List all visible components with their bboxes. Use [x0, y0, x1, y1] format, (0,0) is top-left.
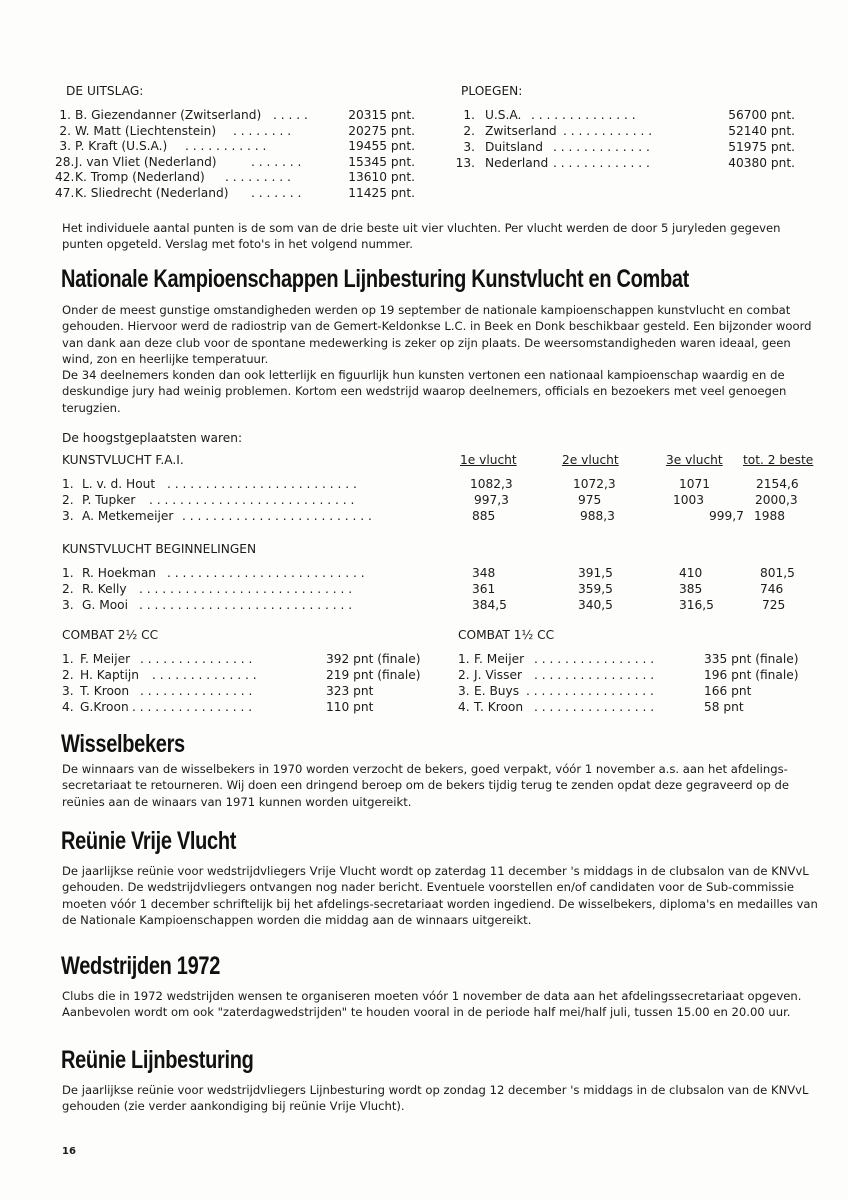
vlucht-2: 359,5: [578, 582, 613, 596]
list-item: [55, 185, 425, 201]
table-row: [62, 581, 822, 597]
vlucht-3: 385: [679, 582, 703, 596]
leader-dots: . . . . . . . . . . . . . . .: [140, 684, 253, 698]
table-row: [62, 476, 822, 492]
rank: 3.: [458, 684, 470, 698]
leader-dots: . . . . . . . . . . . . . . . . . . . . . . . . . .: [167, 566, 365, 580]
rank: 1.: [463, 108, 475, 122]
table-row: [62, 492, 822, 508]
name: G.Kroon: [80, 700, 129, 714]
score: 110 pnt: [326, 700, 374, 714]
list-item: [62, 667, 432, 683]
name: P. Tupker: [82, 493, 136, 507]
rank: 2.: [463, 124, 475, 138]
score: 13610 pnt.: [348, 170, 415, 184]
wisselbekers-text: De winnaars van de wisselbekers in 1970 worden verzocht de bekers, goed verpakt, vóór 1 november a.s. aan het afdelings-secretariaat te retourneren. Wij doen een dringend beroep om de bekers tijdig terug te zenden opdat deze gegraveerd op de reünies aan de winaars van 1971 kunnen worden uitgereikt.: [62, 762, 789, 809]
rank: 1.: [62, 566, 74, 580]
tot-2-beste: 801,5: [760, 566, 795, 580]
rank: 4.: [458, 700, 470, 714]
leader-dots: . . . . . . . . . . . . . . . .: [534, 668, 655, 682]
list-item: [62, 699, 432, 715]
section-title-nk: Nationale Kampioenschappen Lijnbesturing Kunstvlucht en Combat: [61, 265, 690, 293]
vlucht-2: 975: [578, 493, 602, 507]
name: W. Matt (Liechtenstein): [75, 123, 217, 138]
name: B. Giezendanner (Zwitserland): [75, 108, 262, 122]
name: H. Kaptijn: [80, 668, 139, 682]
wedstrijden-1972-text: Clubs die in 1972 wedstrijden wensen te organiseren moeten vóór 1 november de data aan het afdelingssecretariaat opgeven. Aanbevolen wordt om ook "zaterdagwedstrijden" te houden vooral in de periode half mei/half juli, tussen 15.00 en 20.00 uur.: [62, 989, 802, 1020]
leader-dots: . . . . . . . . . . . . .: [553, 156, 650, 170]
name: F. Meijer: [80, 652, 131, 666]
leader-dots: . . . . . . . .: [233, 123, 292, 138]
score: 51975 pnt.: [728, 140, 795, 154]
rank: 2.: [59, 123, 71, 138]
section-title-wisselbekers: Wisselbekers: [61, 730, 185, 758]
page-number: 16: [62, 1146, 76, 1157]
name: T. Kroon: [80, 684, 130, 698]
list-item: [453, 155, 803, 171]
list-item: [458, 667, 818, 683]
list-item: [62, 683, 432, 699]
leader-dots: . . . . . . . . . . . . . . . . . . . . . . . . . . . .: [139, 598, 353, 612]
beginners-heading: KUNSTVLUCHT BEGINNELINGEN: [62, 542, 257, 556]
beginners-table: [62, 565, 822, 615]
score: 196 pnt (finale): [704, 668, 799, 682]
vlucht-1: 997,3: [474, 493, 509, 507]
score: 20315 pnt.: [348, 108, 415, 122]
vlucht-3: 999,7: [709, 509, 744, 523]
table-row: [62, 508, 822, 524]
rank: 2.: [458, 668, 470, 682]
list-item: [55, 123, 425, 139]
name: L. v. d. Hout: [82, 477, 156, 491]
score: 219 pnt (finale): [326, 668, 421, 682]
vlucht-3: 1003: [673, 493, 705, 507]
leader-dots: . . . . . . . . . . . . . .: [531, 108, 636, 122]
rank: 1.: [62, 477, 74, 491]
score: 335 pnt (finale): [704, 652, 799, 666]
vlucht-2: 988,3: [580, 509, 615, 523]
section-title-reunie-vrije-vlucht: Reünie Vrije Vlucht: [61, 827, 237, 855]
rank: 1.: [62, 652, 74, 666]
name: Duitsland: [485, 140, 543, 154]
fai-table: [62, 476, 822, 526]
score: 392 pnt (finale): [326, 652, 421, 666]
tot-2-beste: 725: [762, 598, 786, 612]
score: 40380 pnt.: [728, 156, 795, 170]
nk-paragraph-1: Onder de meest gunstige omstandigheden werden op 19 september de nationale kampioenschappen kunstvlucht en combat gehouden. Hiervoor werd de radiostrip van de Gemert-Keldonkse L.C. in Beek en Donk beschikbaar gesteld. Een bijzonder woord van dank aan deze club voor de spontane medewerking is zeker op zijn plaats. De weersomstandigheden waren ideaal, geen wind, zon en heerlijke temperatuur.: [62, 303, 812, 366]
name: A. Metkemeijer: [82, 509, 174, 523]
vlucht-3: 316,5: [679, 598, 714, 612]
rank: 28.: [55, 154, 75, 169]
leader-dots: . . . . . . . . . . . . . . . . .: [526, 684, 654, 698]
name: K. Tromp (Nederland): [75, 170, 205, 184]
list-item: [453, 123, 803, 139]
leader-dots: . . . . . . . . . . . . . . . .: [132, 700, 253, 714]
top-placed-label: De hoogstgeplaatsten waren:: [62, 431, 243, 445]
vlucht-1: 885: [472, 509, 496, 523]
list-item: [55, 154, 425, 170]
vlucht-1: 384,5: [472, 598, 507, 612]
tot-2-beste: 2154,6: [756, 477, 799, 491]
leader-dots: . . . . .: [273, 108, 308, 122]
leader-dots: . . . . . . . . .: [225, 170, 291, 184]
column-header-4: tot. 2 beste: [743, 453, 814, 467]
nk-paragraph-2: De 34 deelnemers konden dan ook letterlijk en figuurlijk hun kunsten vertonen een nationaal kampioenschap waardig en de deskundige jury had weinig problemen. Kortom een wedstrijd waarop deelnemers, officials en bezoekers met veel genoegen terugzien.: [62, 368, 787, 415]
score: 166 pnt: [704, 684, 752, 698]
list-item: [55, 169, 425, 185]
leader-dots: . . . . . . . . . . . . . . .: [140, 652, 253, 666]
rank: 3.: [59, 139, 71, 153]
leader-dots: . . . . . . . . . . . . . . . .: [534, 652, 655, 666]
list-item: [55, 138, 425, 154]
section-title-wedstrijden-1972: Wedstrijden 1972: [61, 952, 221, 980]
leader-dots: . . . . . . . . . . . . . . . . . . . . . . . . . . . .: [139, 582, 353, 596]
rank: 3.: [62, 684, 74, 698]
leader-dots: . . . . . . .: [251, 154, 302, 169]
rank: 47.: [55, 185, 75, 200]
leader-dots: . . . . . . . . . . . . . . . .: [534, 700, 655, 714]
vlucht-1: 348: [472, 566, 496, 580]
leader-dots: . . . . . . .: [251, 185, 302, 200]
score: 19455 pnt.: [348, 139, 415, 153]
score: 11425 pnt.: [348, 185, 415, 200]
reunie-vrije-vlucht-text: De jaarlijkse reünie voor wedstrijdvliegers Vrije Vlucht wordt op zaterdag 11 december 's middags in de clubsalon van de KNVvL gehouden. De wedstrijdvliegers ontvangen nog nader bericht. Eventuele voorstellen en/of candidaten voor de Sub-commissie moeten vóór 1 december schriftelijk bij het afdelings-secretariaat worden ingediend. De wisselbekers, diploma's en medailles van de Nationale Kampioenschappen worden die middag aan de winnaars uitgereikt.: [62, 864, 818, 927]
vlucht-2: 391,5: [578, 566, 613, 580]
rank: 2.: [62, 668, 74, 682]
name: T. Kroon: [474, 700, 524, 714]
table-row: [62, 565, 822, 581]
rank: 42.: [55, 170, 75, 184]
rank: 13.: [455, 156, 475, 170]
section-title-reunie-lijnbesturing: Reünie Lijnbesturing: [61, 1046, 254, 1074]
name: Nederland: [485, 156, 549, 170]
list-item: [458, 699, 818, 715]
score: 323 pnt: [326, 684, 374, 698]
vlucht-2: 1072,3: [573, 477, 616, 491]
ploegen-heading: PLOEGEN:: [461, 84, 523, 98]
score: 58 pnt: [704, 700, 744, 714]
list-item: [453, 107, 803, 123]
rank: 3.: [62, 509, 74, 523]
name: F. Meijer: [474, 652, 525, 666]
tot-2-beste: 746: [760, 582, 784, 596]
combat-25-heading: COMBAT 2½ CC: [62, 628, 159, 642]
score: 56700 pnt.: [728, 108, 795, 122]
name: G. Mooi: [82, 598, 129, 612]
vlucht-3: 1071: [679, 477, 711, 491]
tot-2-beste: 1988: [754, 509, 786, 523]
column-header-1: 1e vlucht: [460, 453, 517, 467]
name: R. Hoekman: [82, 566, 157, 580]
name: P. Kraft (U.S.A.): [75, 139, 168, 153]
name: J. van Vliet (Nederland): [75, 154, 217, 169]
ploegen-list: [453, 107, 803, 177]
leader-dots: . . . . . . . . . . . .: [563, 124, 653, 138]
name: Zwitserland: [485, 124, 557, 138]
list-item: [458, 651, 818, 667]
name: J. Visser: [474, 668, 523, 682]
vlucht-3: 410: [679, 566, 703, 580]
column-header-2: 2e vlucht: [562, 453, 619, 467]
table-row: [62, 597, 822, 613]
list-item: [55, 107, 425, 123]
reunie-lijnbesturing-text: De jaarlijkse reünie voor wedstrijdvliegers Lijnbesturing wordt op zondag 12 december 's middags in de clubsalon van de KNVvL gehouden (zie verder aankondiging bij reünie Vrije Vlucht).: [62, 1083, 809, 1114]
name: U.S.A.: [485, 108, 522, 122]
list-item: [62, 651, 432, 667]
rank: 1.: [59, 108, 71, 122]
column-header-3: 3e vlucht: [666, 453, 723, 467]
rank: 2.: [62, 582, 74, 596]
rank: 4.: [62, 700, 74, 714]
combat-15-list: [458, 651, 818, 717]
score: 20275 pnt.: [348, 123, 415, 138]
leader-dots: . . . . . . . . . . .: [185, 139, 267, 153]
rank: 2.: [62, 493, 74, 507]
combat-15-heading: COMBAT 1½ CC: [458, 628, 555, 642]
score: 52140 pnt.: [728, 124, 795, 138]
uitslag-heading: DE UITSLAG:: [66, 84, 144, 98]
tot-2-beste: 2000,3: [755, 493, 798, 507]
uitslag-list: [55, 107, 425, 207]
list-item: [458, 683, 818, 699]
vlucht-1: 1082,3: [470, 477, 513, 491]
leader-dots: . . . . . . . . . . . . . .: [152, 668, 257, 682]
rank: 3.: [463, 140, 475, 154]
name: E. Buys: [474, 684, 520, 698]
vlucht-1: 361: [472, 582, 496, 596]
name: K. Sliedrecht (Nederland): [75, 185, 229, 200]
intro-note: Het individuele aantal punten is de som van de drie beste uit vier vluchten. Per vlucht werden de door 5 juryleden gegeven punten opgeteld. Verslag met foto's in het volgend nummer.: [62, 221, 781, 252]
vlucht-2: 340,5: [578, 598, 613, 612]
leader-dots: . . . . . . . . . . . . . . . . . . . . . . . . .: [167, 477, 357, 491]
fai-heading: KUNSTVLUCHT F.A.I.: [62, 453, 184, 467]
rank: 1.: [458, 652, 470, 666]
score: 15345 pnt.: [348, 154, 415, 169]
leader-dots: . . . . . . . . . . . . . . . . . . . . . . . . .: [182, 509, 372, 523]
combat-25-list: [62, 651, 432, 717]
rank: 3.: [62, 598, 74, 612]
leader-dots: . . . . . . . . . . . . .: [553, 140, 650, 154]
name: R. Kelly: [82, 582, 127, 596]
leader-dots: . . . . . . . . . . . . . . . . . . . . . . . . . . .: [149, 493, 355, 507]
list-item: [453, 139, 803, 155]
